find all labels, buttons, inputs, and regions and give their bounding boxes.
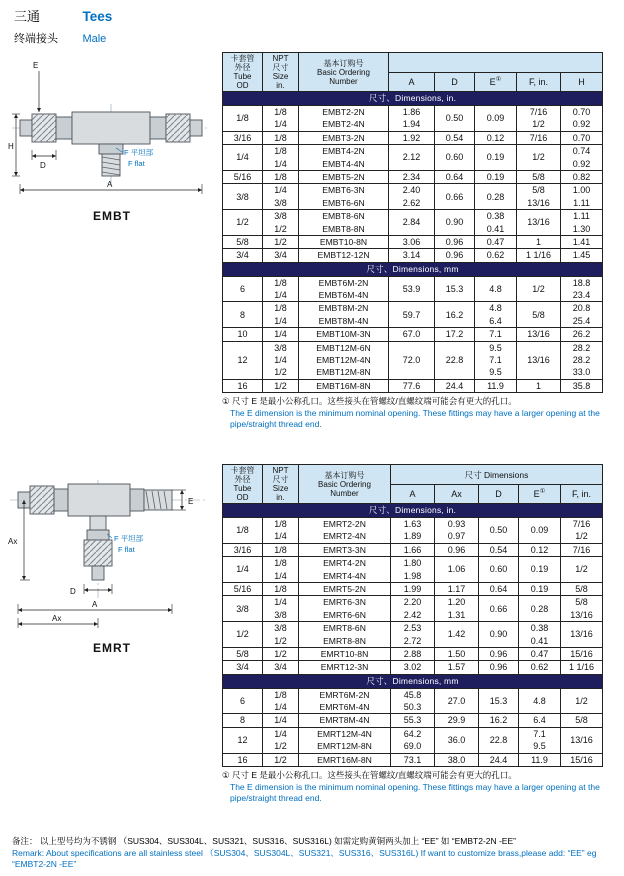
embt-fitting-body (20, 112, 202, 176)
cell-d: 15.3 (435, 276, 475, 302)
cell-num: EMRT6M-2N EMRT6M-4N (299, 688, 391, 714)
cell-num: EMBT8-6N EMBT8-8N (299, 210, 389, 236)
footnote-zh: ① 尺寸 E 是最小公称孔口。这些接头在管螺纹/直螺纹端可能会有更大的孔口。 (222, 770, 517, 781)
cell-npt: 1/2 (263, 235, 299, 248)
f-flat-zh-label: F 平坦部 (114, 534, 144, 543)
cell-d: 0.66 (435, 184, 475, 210)
cell-ax: 1.06 (435, 557, 479, 583)
cell-num: EMBT16M-8N (299, 379, 389, 392)
cell-f: 5/8 13/16 (561, 596, 603, 622)
cell-f: 5/8 (561, 582, 603, 595)
dim-d-label: D (70, 587, 76, 596)
cell-e: 11.9 (519, 753, 561, 766)
cell-npt: 3/8 1/2 (263, 622, 299, 648)
cell-a: 77.6 (389, 379, 435, 392)
cell-npt: 1/8 1/4 (263, 557, 299, 583)
f-flat-zh-label: F 平坦部 (124, 148, 154, 157)
table-row (223, 276, 603, 302)
cell-e: 4.8 (475, 276, 517, 302)
cell-a: 2.88 (391, 647, 435, 660)
cell-npt: 1/2 (263, 753, 299, 766)
page-subtitle-en: Male (82, 33, 107, 45)
cell-d: 0.96 (435, 235, 475, 248)
cell-d: 0.96 (479, 647, 519, 660)
page-title-zh: 三通 (14, 9, 41, 24)
cell-e: 4.8 6.4 (475, 302, 517, 328)
column-header-fin: F, in. (517, 73, 561, 92)
cell-e: 0.47 (475, 235, 517, 248)
cell-a: 55.3 (391, 714, 435, 727)
header-row (223, 465, 603, 485)
cell-a: 67.0 (389, 328, 435, 341)
cell-npt: 1/8 1/4 (263, 145, 299, 171)
dimensions-group-header (389, 53, 603, 73)
cell-f: 1/2 (561, 688, 603, 714)
cell-ax: 1.42 (435, 622, 479, 648)
cell-num: EMRT5-2N (299, 582, 391, 595)
cell-f: 13/16 (517, 328, 561, 341)
cell-f: 15/16 (561, 753, 603, 766)
cell-e: 6.4 (519, 714, 561, 727)
cell-d: 0.66 (479, 596, 519, 622)
cell-d: 0.64 (435, 170, 475, 183)
cell-npt: 3/8 1/2 (263, 210, 299, 236)
cell-e: 0.28 (519, 596, 561, 622)
cell-num: EMRT3-3N (299, 543, 391, 556)
cell-od: 1/2 (223, 210, 263, 236)
remark-block (12, 836, 600, 871)
embt-footnote (222, 396, 602, 431)
cell-a: 64.2 69.0 (391, 727, 435, 753)
table-row (223, 622, 603, 648)
cell-e: 4.8 (519, 688, 561, 714)
cell-h: 0.82 (561, 170, 603, 183)
cell-f: 13/16 (561, 727, 603, 753)
cell-ax: 0.96 (435, 543, 479, 556)
table-row (223, 210, 603, 236)
cell-d: 16.2 (479, 714, 519, 727)
cell-f: 1 1/16 (561, 661, 603, 674)
cell-a: 2.40 2.62 (389, 184, 435, 210)
emrt-table-head (223, 465, 603, 504)
cell-h: 0.74 0.92 (561, 145, 603, 171)
cell-npt: 1/8 (263, 543, 299, 556)
cell-d: 0.60 (435, 145, 475, 171)
cell-e: 0.12 (475, 131, 517, 144)
embt-table-mount (222, 52, 602, 393)
cell-num: EMBT10-8N (299, 235, 389, 248)
cell-od: 1/8 (223, 518, 263, 544)
cell-f: 1 (517, 235, 561, 248)
cell-e: 7.1 (475, 328, 517, 341)
cell-e: 9.5 7.1 9.5 (475, 341, 517, 379)
cell-num: EMBT12-12N (299, 249, 389, 262)
ordering-number-header: 基本订购号 Basic Ordering Number (299, 53, 389, 92)
cell-npt: 3/4 (263, 661, 299, 674)
cell-od: 3/8 (223, 596, 263, 622)
cell-npt: 1/8 1/4 (263, 276, 299, 302)
cell-ax: 27.0 (435, 688, 479, 714)
cell-od: 12 (223, 727, 263, 753)
cell-od: 5/8 (223, 235, 263, 248)
cell-e: 0.19 (475, 170, 517, 183)
embt-drawing (6, 56, 216, 202)
cell-a: 2.20 2.42 (391, 596, 435, 622)
cell-num: EMRT12M-4N EMRT12M-8N (299, 727, 391, 753)
table-row (223, 184, 603, 210)
cell-d: 0.90 (479, 622, 519, 648)
cell-od: 1/4 (223, 557, 263, 583)
table-row (223, 131, 603, 144)
section-bar: 尺寸、Dimensions, in. (223, 92, 603, 106)
cell-a: 2.53 2.72 (391, 622, 435, 648)
cell-h: 1.11 1.30 (561, 210, 603, 236)
column-header-a: A (389, 73, 435, 92)
cell-npt: 1/8 (263, 170, 299, 183)
f-flat-en-label: F flat (118, 545, 135, 554)
emrt-drawing (6, 462, 216, 634)
cell-od: 3/4 (223, 661, 263, 674)
cell-f: 1/2 (561, 557, 603, 583)
cell-e: 7.1 9.5 (519, 727, 561, 753)
table-row (223, 714, 603, 727)
cell-d: 0.90 (435, 210, 475, 236)
cell-e: 0.09 (475, 106, 517, 132)
cell-a: 72.0 (389, 341, 435, 379)
column-header-e: E① (475, 73, 517, 92)
cell-num: EMBT12M-6N EMBT12M-4N EMBT12M-8N (299, 341, 389, 379)
cell-num: EMBT4-2N EMBT4-4N (299, 145, 389, 171)
table-row (223, 518, 603, 544)
footnote-zh: ① 尺寸 E 是最小公称孔口。这些接头在管螺纹/直螺纹端可能会有更大的孔口。 (222, 396, 517, 407)
cell-a: 1.99 (391, 582, 435, 595)
cell-npt: 3/4 (263, 249, 299, 262)
footnote-en: The E dimension is the minimum nominal opening. These fittings may have a larger opening at the pipe/straight thread end. (230, 781, 600, 804)
dim-a-label: A (92, 600, 98, 609)
cell-ax: 38.0 (435, 753, 479, 766)
cell-a: 73.1 (391, 753, 435, 766)
cell-f: 1/2 (517, 145, 561, 171)
cell-a: 1.66 (391, 543, 435, 556)
cell-d: 17.2 (435, 328, 475, 341)
table-row (223, 249, 603, 262)
cell-a: 1.86 1.94 (389, 106, 435, 132)
cell-num: EMRT2-2N EMRT2-4N (299, 518, 391, 544)
cell-npt: 1/2 (263, 379, 299, 392)
column-header-fin: F, in. (561, 485, 603, 504)
cell-od: 5/16 (223, 170, 263, 183)
table-row (223, 106, 603, 132)
cell-h: 0.70 (561, 131, 603, 144)
dim-a-label: A (107, 180, 113, 189)
embt-diagram (6, 56, 218, 223)
embt-table-block (222, 52, 602, 431)
cell-d: 0.60 (479, 557, 519, 583)
emrt-series-label: EMRT (93, 641, 131, 655)
dim-e-label: E (188, 497, 194, 506)
cell-od: 1/2 (223, 622, 263, 648)
cell-od: 5/16 (223, 582, 263, 595)
cell-f: 1 (517, 379, 561, 392)
table-row (223, 688, 603, 714)
dim-d-label: D (40, 161, 46, 170)
cell-h: 18.8 23.4 (561, 276, 603, 302)
cell-e: 0.19 (475, 145, 517, 171)
cell-od: 6 (223, 276, 263, 302)
f-flat-en-label: F flat (128, 159, 145, 168)
cell-f: 15/16 (561, 647, 603, 660)
table-row (223, 596, 603, 622)
header-row (223, 53, 603, 73)
cell-a: 3.02 (391, 661, 435, 674)
embt-table-head (223, 53, 603, 92)
cell-a: 45.8 50.3 (391, 688, 435, 714)
cell-ax: 0.93 0.97 (435, 518, 479, 544)
cell-a: 3.06 (389, 235, 435, 248)
cell-npt: 3/8 1/4 1/2 (263, 341, 299, 379)
section-bar-row (223, 262, 603, 276)
page-title-en: Tees (82, 9, 113, 24)
cell-od: 3/16 (223, 131, 263, 144)
table-row (223, 235, 603, 248)
table-row (223, 170, 603, 183)
column-header-ax: Ax (435, 485, 479, 504)
cell-od: 16 (223, 753, 263, 766)
npt-size-header: NPT 尺寸 Size in. (263, 53, 299, 92)
cell-h: 26.2 (561, 328, 603, 341)
cell-h: 0.70 0.92 (561, 106, 603, 132)
cell-num: EMBT6-3N EMBT6-6N (299, 184, 389, 210)
cell-ax: 29.9 (435, 714, 479, 727)
table-row (223, 145, 603, 171)
cell-d: 22.8 (435, 341, 475, 379)
cell-a: 59.7 (389, 302, 435, 328)
embt-table-body (223, 92, 603, 393)
emrt-table-body (223, 504, 603, 767)
cell-ax: 1.50 (435, 647, 479, 660)
dim-ax-label: Ax (8, 537, 18, 546)
cell-a: 1.80 1.98 (391, 557, 435, 583)
cell-num: EMRT8-6N EMRT8-8N (299, 622, 391, 648)
cell-od: 16 (223, 379, 263, 392)
tube-od-header: 卡套管 外径 Tube OD (223, 53, 263, 92)
cell-npt: 1/8 1/4 (263, 688, 299, 714)
cell-e: 0.62 (475, 249, 517, 262)
table-row (223, 582, 603, 595)
embt-series-label: EMBT (93, 209, 131, 223)
cell-e: 0.47 (519, 647, 561, 660)
cell-npt: 1/2 (263, 647, 299, 660)
cell-ax: 1.20 1.31 (435, 596, 479, 622)
cell-num: EMRT10-8N (299, 647, 391, 660)
cell-od: 1/8 (223, 106, 263, 132)
remark-en: Remark: About specifications are all stainless steel （SUS304、SUS304L、SUS321、SUS316、SUS316L) If want to customize brass,please add: “EE” eg “EMBT2-2N -EE” (12, 847, 597, 869)
cell-a: 53.9 (389, 276, 435, 302)
cell-e: 0.28 (475, 184, 517, 210)
cell-h: 1.41 (561, 235, 603, 248)
cell-h: 20.8 25.4 (561, 302, 603, 328)
cell-od: 5/8 (223, 647, 263, 660)
remark-zh: 备注： 以上型号均为不锈钢 （SUS304、SUS304L、SUS321、SUS316、SUS316L) 如需定购黄铜两头加上 “EE” 如 “EMBT2-2N -EE” (12, 836, 516, 846)
cell-a: 2.84 (389, 210, 435, 236)
cell-npt: 1/4 3/8 (263, 596, 299, 622)
cell-f: 1/2 (517, 276, 561, 302)
cell-a: 2.12 (389, 145, 435, 171)
emrt-diagram (6, 462, 218, 655)
cell-ax: 36.0 (435, 727, 479, 753)
cell-a: 2.34 (389, 170, 435, 183)
cell-e: 11.9 (475, 379, 517, 392)
cell-h: 28.2 28.2 33.0 (561, 341, 603, 379)
cell-od: 3/16 (223, 543, 263, 556)
section-bar: 尺寸、Dimensions, mm (223, 674, 603, 688)
cell-od: 12 (223, 341, 263, 379)
emrt-spec-table (222, 464, 603, 767)
cell-f: 7/16 1/2 (517, 106, 561, 132)
cell-od: 3/4 (223, 249, 263, 262)
cell-num: EMRT6-3N EMRT6-6N (299, 596, 391, 622)
cell-a: 1.63 1.89 (391, 518, 435, 544)
cell-e: 0.62 (519, 661, 561, 674)
cell-d: 0.50 (435, 106, 475, 132)
table-row (223, 557, 603, 583)
cell-num: EMBT5-2N (299, 170, 389, 183)
page-header (14, 6, 112, 52)
cell-d: 24.4 (479, 753, 519, 766)
cell-f: 7/16 (517, 131, 561, 144)
table-row (223, 753, 603, 766)
cell-d: 22.8 (479, 727, 519, 753)
cell-d: 0.64 (479, 582, 519, 595)
emrt-table-mount (222, 464, 602, 767)
cell-d: 0.50 (479, 518, 519, 544)
cell-npt: 1/4 (263, 714, 299, 727)
cell-npt: 1/8 1/4 (263, 518, 299, 544)
table-row (223, 328, 603, 341)
tube-od-header: 卡套管 外径 Tube OD (223, 465, 263, 504)
footnote-en: The E dimension is the minimum nominal opening. These fittings may have a larger opening at the pipe/straight thread end. (230, 407, 600, 430)
embt-spec-table (222, 52, 603, 393)
cell-npt: 1/8 (263, 131, 299, 144)
cell-num: EMBT6M-2N EMBT6M-4N (299, 276, 389, 302)
cell-num: EMRT12-3N (299, 661, 391, 674)
cell-e: 0.12 (519, 543, 561, 556)
page-subtitle-zh: 终端接头 (14, 33, 58, 45)
cell-num: EMRT16M-8N (299, 753, 391, 766)
cell-h: 35.8 (561, 379, 603, 392)
section-bar: 尺寸、Dimensions, in. (223, 504, 603, 518)
cell-d: 0.54 (435, 131, 475, 144)
section-bar-row (223, 504, 603, 518)
cell-h: 1.00 1.11 (561, 184, 603, 210)
cell-num: EMBT8M-2N EMBT8M-4N (299, 302, 389, 328)
dim-h-label: H (8, 142, 14, 151)
cell-npt: 1/4 3/8 (263, 184, 299, 210)
dimensions-group-header: 尺寸 Dimensions (391, 465, 603, 485)
emrt-footnote (222, 770, 602, 805)
cell-d: 16.2 (435, 302, 475, 328)
cell-num: EMBT2-2N EMBT2-4N (299, 106, 389, 132)
section-bar: 尺寸、Dimensions, mm (223, 262, 603, 276)
table-row (223, 341, 603, 379)
cell-f: 5/8 13/16 (517, 184, 561, 210)
column-header-d: D (479, 485, 519, 504)
cell-e: 0.09 (519, 518, 561, 544)
cell-d: 0.96 (435, 249, 475, 262)
column-header-d: D (435, 73, 475, 92)
table-row (223, 302, 603, 328)
cell-num: EMRT4-2N EMRT4-4N (299, 557, 391, 583)
cell-npt: 1/8 1/4 (263, 302, 299, 328)
cell-a: 3.14 (389, 249, 435, 262)
column-header-e: E① (519, 485, 561, 504)
cell-ax: 1.57 (435, 661, 479, 674)
cell-od: 3/8 (223, 184, 263, 210)
table-row (223, 379, 603, 392)
cell-e: 0.19 (519, 582, 561, 595)
cell-f: 13/16 (517, 341, 561, 379)
cell-f: 5/8 (517, 302, 561, 328)
cell-npt: 1/4 (263, 328, 299, 341)
cell-h: 1.45 (561, 249, 603, 262)
column-header-a: A (391, 485, 435, 504)
cell-npt: 1/4 1/2 (263, 727, 299, 753)
dim-ax2-label: Ax (52, 614, 62, 623)
cell-d: 15.3 (479, 688, 519, 714)
column-header-h: H (561, 73, 603, 92)
cell-e: 0.38 0.41 (519, 622, 561, 648)
cell-f: 7/16 (561, 543, 603, 556)
section-bar-row (223, 674, 603, 688)
cell-npt: 1/8 (263, 582, 299, 595)
table-row (223, 727, 603, 753)
cell-f: 1 1/16 (517, 249, 561, 262)
cell-npt: 1/8 1/4 (263, 106, 299, 132)
cell-od: 10 (223, 328, 263, 341)
cell-f: 5/8 (561, 714, 603, 727)
cell-f: 5/8 (517, 170, 561, 183)
cell-d: 24.4 (435, 379, 475, 392)
cell-od: 6 (223, 688, 263, 714)
cell-d: 0.54 (479, 543, 519, 556)
npt-size-header: NPT 尺寸 Size in. (263, 465, 299, 504)
dim-e-label: E (33, 61, 39, 70)
table-row (223, 543, 603, 556)
cell-f: 7/16 1/2 (561, 518, 603, 544)
cell-num: EMRT8M-4N (299, 714, 391, 727)
table-row (223, 647, 603, 660)
emrt-fitting-body (18, 484, 172, 580)
emrt-table-block (222, 464, 602, 805)
cell-f: 13/16 (561, 622, 603, 648)
section-bar-row (223, 92, 603, 106)
cell-d: 0.96 (479, 661, 519, 674)
cell-e: 0.19 (519, 557, 561, 583)
cell-num: EMBT3-2N (299, 131, 389, 144)
cell-a: 1.92 (389, 131, 435, 144)
table-row (223, 661, 603, 674)
cell-num: EMBT10M-3N (299, 328, 389, 341)
cell-f: 13/16 (517, 210, 561, 236)
cell-od: 8 (223, 714, 263, 727)
ordering-number-header: 基本订购号 Basic Ordering Number (299, 465, 391, 504)
cell-e: 0.38 0.41 (475, 210, 517, 236)
cell-ax: 1.17 (435, 582, 479, 595)
cell-od: 8 (223, 302, 263, 328)
cell-od: 1/4 (223, 145, 263, 171)
